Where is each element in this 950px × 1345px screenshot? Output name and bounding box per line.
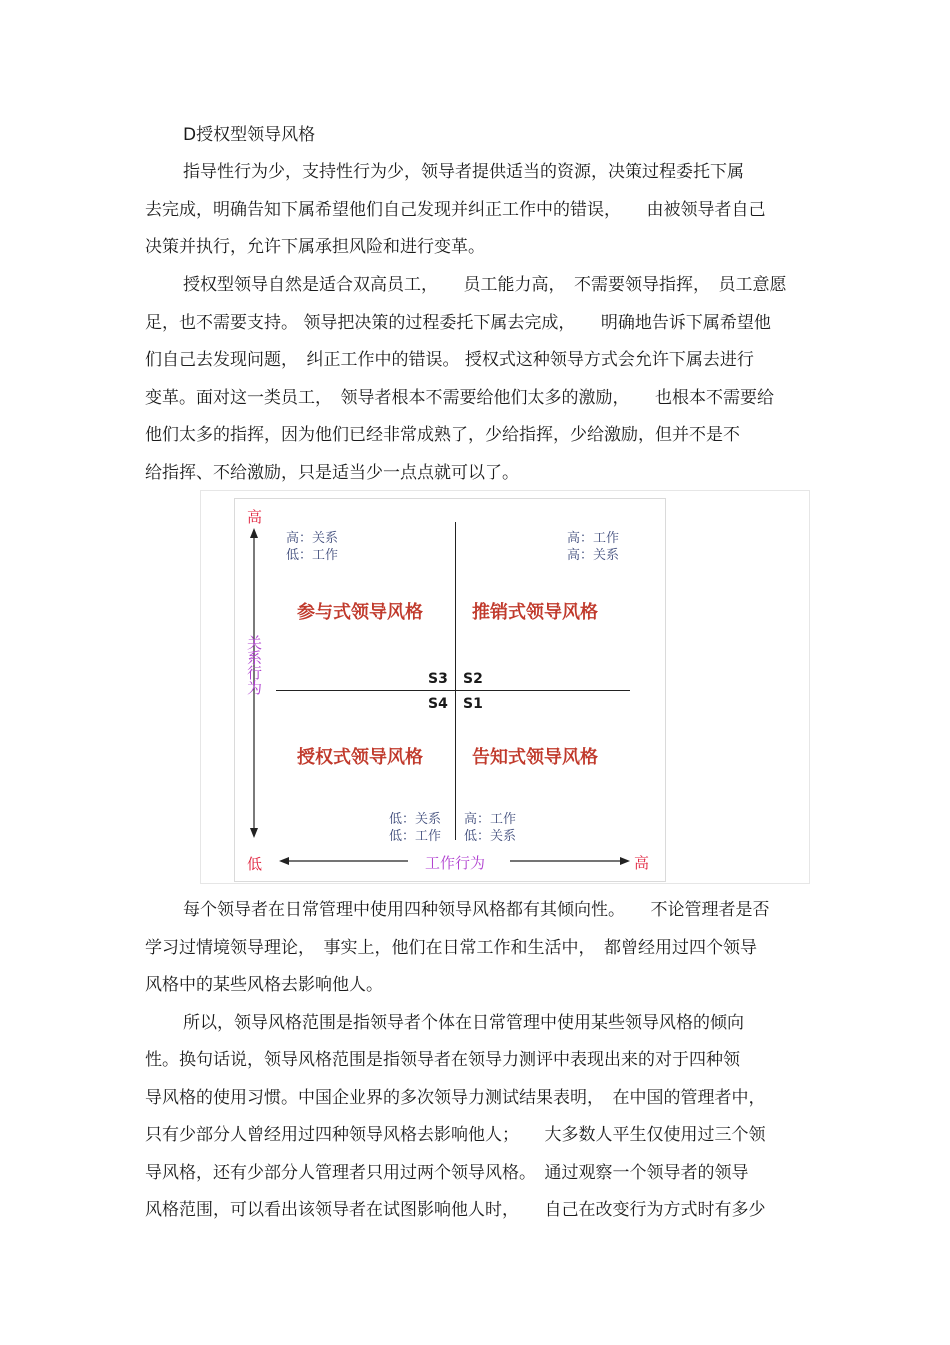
para2-line: 变革。面对这一类员工， 领导者根本不需要给他们太多的激励， 也根本不需要给 [145,388,774,408]
y-axis-arrowhead-up [250,528,258,538]
q-top-right-note-2: 高：关系 [567,548,620,563]
para2-line: 他们太多的指挥，因为他们已经非常成熟了，少给指挥，少给激励，但并不是不 [145,425,740,445]
q-bottom-right-note-2: 低：关系 [464,829,517,844]
para2-line: 们自己去发现问题， 纠正工作中的错误。 授权式这种领导方式会允许下属去进行 [145,350,754,370]
q-bottom-left-title: 授权式领导风格 [297,747,423,768]
s2-label: S2 [463,671,483,687]
q-top-left-note-1: 高：关系 [286,531,339,546]
s1-label: S1 [463,696,483,712]
q-top-left-note-2: 低：工作 [286,548,339,563]
para3-line: 每个领导者在日常管理中使用四种领导风格都有其倾向性。 不论管理者是否 [183,900,770,920]
section-heading: D授权型领导风格 [183,125,316,145]
para2-line: 授权型领导自然是适合双高员工， 员工能力高， 不需要领导指挥， 员工意愿 [183,275,787,295]
q-bottom-right-title: 告知式领导风格 [472,747,598,768]
x-axis-label: 工作行为 [425,854,486,872]
para4-line: 性。换句话说，领导风格范围是指领导者在领导力测评中表现出来的对于四种领 [145,1050,740,1070]
q-top-left-title: 参与式领导风格 [297,602,423,623]
para4-line: 只有少部分人曾经用过四种领导风格去影响他人； 大多数人平生仅使用过三个领 [145,1125,766,1145]
y-axis-arrowhead-down [250,828,258,838]
para4-line: 风格范围，可以看出该领导者在试图影响他人时， 自己在改变行为方式时有多少 [145,1200,766,1220]
para4-line: 导风格的使用习惯。中国企业界的多次领导力测试结果表明， 在中国的管理者中， [145,1088,766,1108]
y-axis-high: 高 [247,508,263,526]
s4-label: S4 [428,696,448,712]
q-bottom-left-note-1: 低：关系 [389,812,442,827]
vertical-divider [455,522,456,840]
x-axis-arrowhead-right [620,857,630,865]
para3-line: 风格中的某些风格去影响他人。 [145,975,383,995]
x-axis-high: 高 [634,854,650,872]
para1-line: 指导性行为少，支持性行为少，领导者提供适当的资源，决策过程委托下属 [183,162,744,182]
q-bottom-right-note-1: 高：工作 [464,812,517,827]
para3-line: 学习过情境领导理论， 事实上，他们在日常工作和生活中， 都曾经用过四个领导 [145,938,757,958]
q-top-right-note-1: 高：工作 [567,531,620,546]
horizontal-divider [276,690,630,691]
q-bottom-left-note-2: 低：工作 [389,829,442,844]
q-top-right-title: 推销式领导风格 [472,602,598,623]
para4-line: 导风格，还有少部分人管理者只用过两个领导风格。 通过观察一个领导者的领导 [145,1163,749,1183]
s3-label: S3 [428,671,448,687]
para4-line: 所以，领导风格范围是指领导者个体在日常管理中使用某些领导风格的倾向 [183,1013,744,1033]
y-axis-low: 低 [247,855,263,873]
para1-line: 决策并执行，允许下属承担风险和进行变革。 [145,237,485,257]
para2-line: 给指挥、不给激励，只是适当少一点点就可以了。 [145,463,519,483]
para1-line: 去完成，明确告知下属希望他们自己发现并纠正工作中的错误， 由被领导者自己 [145,200,766,220]
y-axis-label: 关系行为 [247,634,263,697]
para2-line: 足，也不需要支持。 领导把决策的过程委托下属去完成， 明确地告诉下属希望他 [145,313,771,333]
x-axis-arrowhead-left [279,857,289,865]
